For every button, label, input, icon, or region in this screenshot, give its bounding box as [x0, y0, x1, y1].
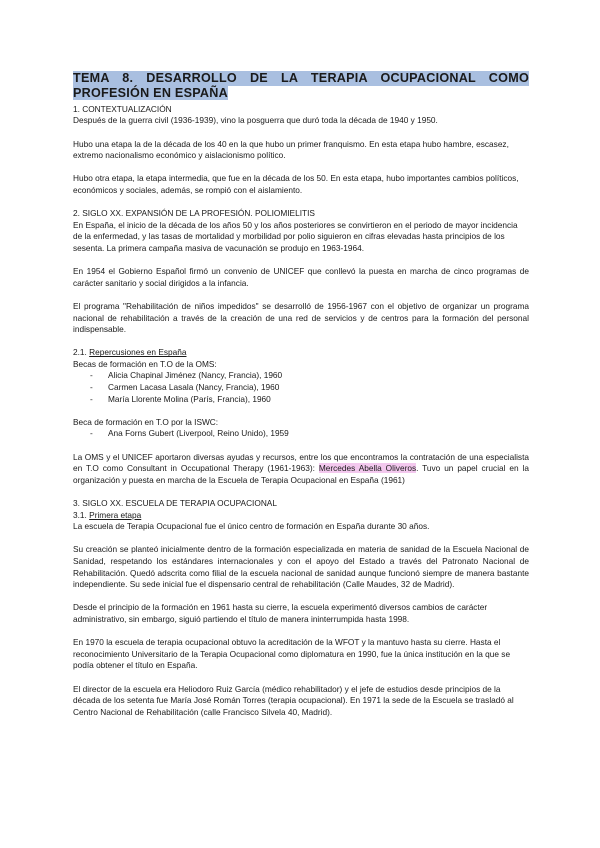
iswc-scholarship-list [73, 428, 529, 440]
title-line-1: TEMA 8. DESARROLLO DE LA TERAPIA OCUPACIONAL COMO [73, 71, 529, 85]
section-2-paragraph-4: La OMS y el UNICEF aportaron diversas ayudas y recursos, entre los que encontramos la contratación de una especialista en T.O como Consultant in Occupational Therapy (1961-1963): Mercedes Abella Oliveros. Tuvo un papel crucial en la organización y puesta en marcha de la Escuela de Terapia Ocupacional en España (1961) [73, 451, 529, 485]
section-3-paragraph-3: Desde el principio de la formación en 1961 hasta su cierre, la escuela experimentó diversos cambios de carácter administrativo, sin embargo, siguió partiendo el título de manera ininterrumpida hasta 1998. [73, 602, 488, 624]
section-3-paragraph-4: En 1970 la escuela de terapia ocupacional obtuvo la acreditación de la WFOT y la mantuvo hasta su cierre. Hasta el reconocimiento Universitario de la Terapia Ocupacional como diplomatura en 1990, fue la única institución en la que se podía obtener el título en España. [73, 637, 511, 671]
section-2-heading: 2. SIGLO XX. EXPANSIÓN DE LA PROFESIÓN. POLIOMIELITIS [73, 208, 315, 219]
title-line-2: PROFESIÓN EN ESPAÑA [73, 86, 228, 101]
section-1-paragraph-3: Hubo otra etapa, la etapa intermedia, que fue en la década de los 50. En esta etapa, hubo importantes cambios políticos, económicos y sociales, además, se rompió con el aislamiento. [73, 173, 519, 195]
section-3-paragraph-5: El director de la escuela era Heliodoro Ruiz García (médico rehabilitador) y el jefe de estudios desde principios de la década de los setenta fue María José Román Torres (terapia ocupacional). En 1971 la sede de la Escuela se trasladó al Centro Nacional de Rehabilitación (calle Francisco Silvela 40, Madrid). [73, 683, 514, 717]
subsection-3-1-title: Primera etapa [89, 509, 142, 520]
section-2-paragraph-2: En 1954 el Gobierno Español firmó un convenio de UNICEF que conllevó la puesta en marcha de cinco programas de carácter sanitario y social dirigidos a la infancia. [73, 266, 529, 288]
section-3-heading: 3. SIGLO XX. ESCUELA DE TERAPIA OCUPACIONAL [73, 498, 277, 508]
subsection-3-1-heading: 3.1. Primera etapa [73, 509, 142, 520]
highlighted-name: Mercedes Abella Oliveros [318, 463, 417, 474]
document-title [73, 71, 529, 102]
list-item: - Ana Forns Gubert (Liverpool, Reino Unido), 1959 [90, 428, 529, 440]
section-2-paragraph-1: En España, el inicio de la década de los años 50 y los años posteriores se convirtieron en el periodo de mayor incidencia de la enfermedad, y las tasas de mortalidad y morbilidad por polio siguieron en cifras elevadas hasta principios de los sesenta. La primera campaña masiva de vacunación se produjo en 1963-1964. [73, 219, 518, 253]
oms-scholarships-intro: Becas de formación en T.O de la OMS: [73, 358, 217, 369]
section-2-paragraph-3: El programa "Rehabilitación de niños impedidos" se desarrolló de 1956-1967 con el objetivo de organizar un programa nacional de rehabilitación a través de la creación de una red de servicios y de centros para la formación del personal indispensable. [73, 300, 529, 335]
section-1-paragraph-2: Hubo una etapa la de la década de los 40 en la que hubo un primer franquismo. En esta etapa hubo hambre, escasez, extremo nacionalismo económico y aislacionismo político. [73, 138, 509, 161]
section-1-heading: 1. CONTEXTUALIZACIÓN [73, 103, 172, 114]
section-1-paragraph-1: Después de la guerra civil (1936-1939), vino la posguerra que duró toda la década de 1940 y 1950. [73, 115, 438, 126]
list-item: - María Llorente Molina (París, Francia), 1960 [90, 394, 529, 406]
list-item: - Carmen Lacasa Lasala (Nancy, Francia), 1960 [90, 382, 529, 394]
list-item: - Alicia Chapinal Jiménez (Nancy, Francia), 1960 [90, 370, 529, 382]
subsection-2-1-heading: 2.1. Repercusiones en España [73, 347, 187, 358]
document-page [73, 71, 529, 718]
subsection-2-1-title: Repercusiones en España [89, 347, 187, 358]
iswc-scholarship-intro: Beca de formación en T.O por la ISWC: [73, 416, 219, 427]
oms-scholarship-list [73, 370, 529, 405]
section-3-paragraph-2: Su creación se planteó inicialmente dentro de la formación especializada en materia de sanidad de la Escuela Nacional de Sanidad, respetando los estándares internacionales y con el apoyo del Estado a través del Patronato Nacional de Rehabilitación. Quedó adscrita como filial de la escuela nacional de sanidad aunque funcionó siempre de manera bastante independiente. Su sede inicial fue el dispensario central de rehabilitación (Calle Maudes, 32 de Madrid). [73, 544, 529, 590]
section-3-paragraph-1: La escuela de Terapia Ocupacional fue el único centro de formación en España durante 30 años. [73, 521, 430, 532]
